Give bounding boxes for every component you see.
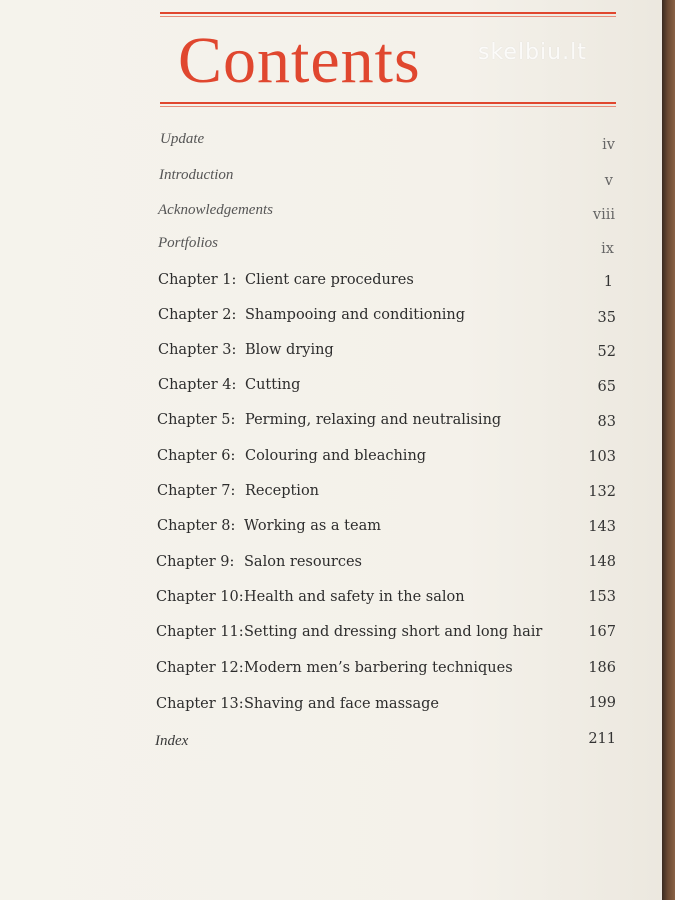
chapter-title: Colouring and bleaching (245, 448, 427, 464)
chapter-title: Reception (245, 483, 320, 499)
chapter-title: Blow drying (245, 342, 334, 358)
chapter-title: Working as a team (244, 518, 381, 534)
chapter-title: Setting and dressing short and long hair (244, 624, 543, 640)
chapter-label: Chapter 12: (156, 660, 244, 676)
book-edge (662, 0, 675, 900)
watermark: skelbiu.lt (478, 40, 587, 65)
toc-entry-chapter-13 (0, 696, 662, 722)
toc-entry-chapter-6 (0, 448, 662, 474)
toc-entry-update (0, 131, 662, 157)
chapter-page: 153 (588, 589, 616, 605)
toc-entry-chapter-12 (0, 660, 662, 686)
chapter-label: Chapter 2: (158, 307, 237, 323)
entry-label: Introduction (159, 167, 234, 183)
chapter-page: 103 (588, 449, 616, 465)
chapter-title: Health and safety in the salon (244, 589, 465, 605)
chapter-title: Shampooing and conditioning (245, 307, 466, 323)
toc-entry-chapter-10 (0, 589, 662, 615)
chapter-page: 167 (588, 624, 616, 640)
chapter-label: Chapter 9: (156, 554, 235, 570)
chapter-label: Chapter 1: (158, 272, 237, 288)
chapter-page: 35 (597, 310, 616, 326)
entry-label: Update (160, 131, 205, 147)
chapter-page: 1 (603, 274, 613, 290)
chapter-label: Chapter 4: (158, 377, 237, 393)
bottom-rule (160, 102, 616, 104)
entry-page: viii (592, 207, 615, 223)
chapter-page: 65 (597, 379, 616, 395)
chapter-label: Chapter 11: (156, 624, 244, 640)
chapter-label: Chapter 6: (157, 448, 236, 464)
toc-entry-portfolios (0, 235, 662, 261)
chapter-page: 143 (588, 519, 616, 535)
chapter-title: Cutting (245, 377, 301, 393)
chapter-label: Chapter 3: (158, 342, 237, 358)
chapter-page: 52 (597, 344, 616, 360)
chapter-label: Chapter 7: (157, 483, 236, 499)
toc-entry-acknowledgements (0, 202, 662, 228)
toc-entry-chapter-1 (0, 272, 662, 298)
toc-entry-introduction (0, 167, 662, 193)
toc-entry-chapter-2 (0, 307, 662, 333)
chapter-label: Chapter 8: (157, 518, 236, 534)
toc-entry-index (0, 733, 662, 759)
toc-entry-chapter-11 (0, 624, 662, 650)
chapter-page: 83 (597, 414, 616, 430)
chapter-title: Perming, relaxing and neutralising (245, 412, 502, 428)
chapter-label: Chapter 10: (156, 589, 244, 605)
entry-label: Index (155, 733, 189, 749)
chapter-page: 148 (588, 554, 616, 570)
chapter-label: Chapter 5: (157, 412, 236, 428)
entry-page: iv (602, 137, 615, 153)
toc-entry-chapter-3 (0, 342, 662, 368)
chapter-page: 186 (588, 660, 616, 676)
page-title: Contents (178, 24, 421, 97)
chapter-title: Salon resources (244, 554, 362, 570)
entry-label: Acknowledgements (158, 202, 273, 218)
toc-entry-chapter-8 (0, 518, 662, 544)
entry-page: ix (601, 241, 614, 257)
chapter-title: Client care procedures (245, 272, 414, 288)
chapter-label: Chapter 13: (156, 696, 244, 712)
toc-entry-chapter-9 (0, 554, 662, 580)
chapter-title: Shaving and face massage (244, 696, 439, 712)
chapter-title: Modern men’s barbering techniques (244, 660, 513, 676)
top-rule (160, 12, 616, 14)
entry-page: v (604, 173, 613, 189)
entry-label: Portfolios (158, 235, 219, 251)
toc-entry-chapter-7 (0, 483, 662, 509)
chapter-page: 199 (588, 695, 616, 711)
toc-entry-chapter-5 (0, 412, 662, 438)
toc-entry-chapter-4 (0, 377, 662, 403)
chapter-page: 132 (588, 484, 616, 500)
entry-page: 211 (588, 731, 616, 747)
